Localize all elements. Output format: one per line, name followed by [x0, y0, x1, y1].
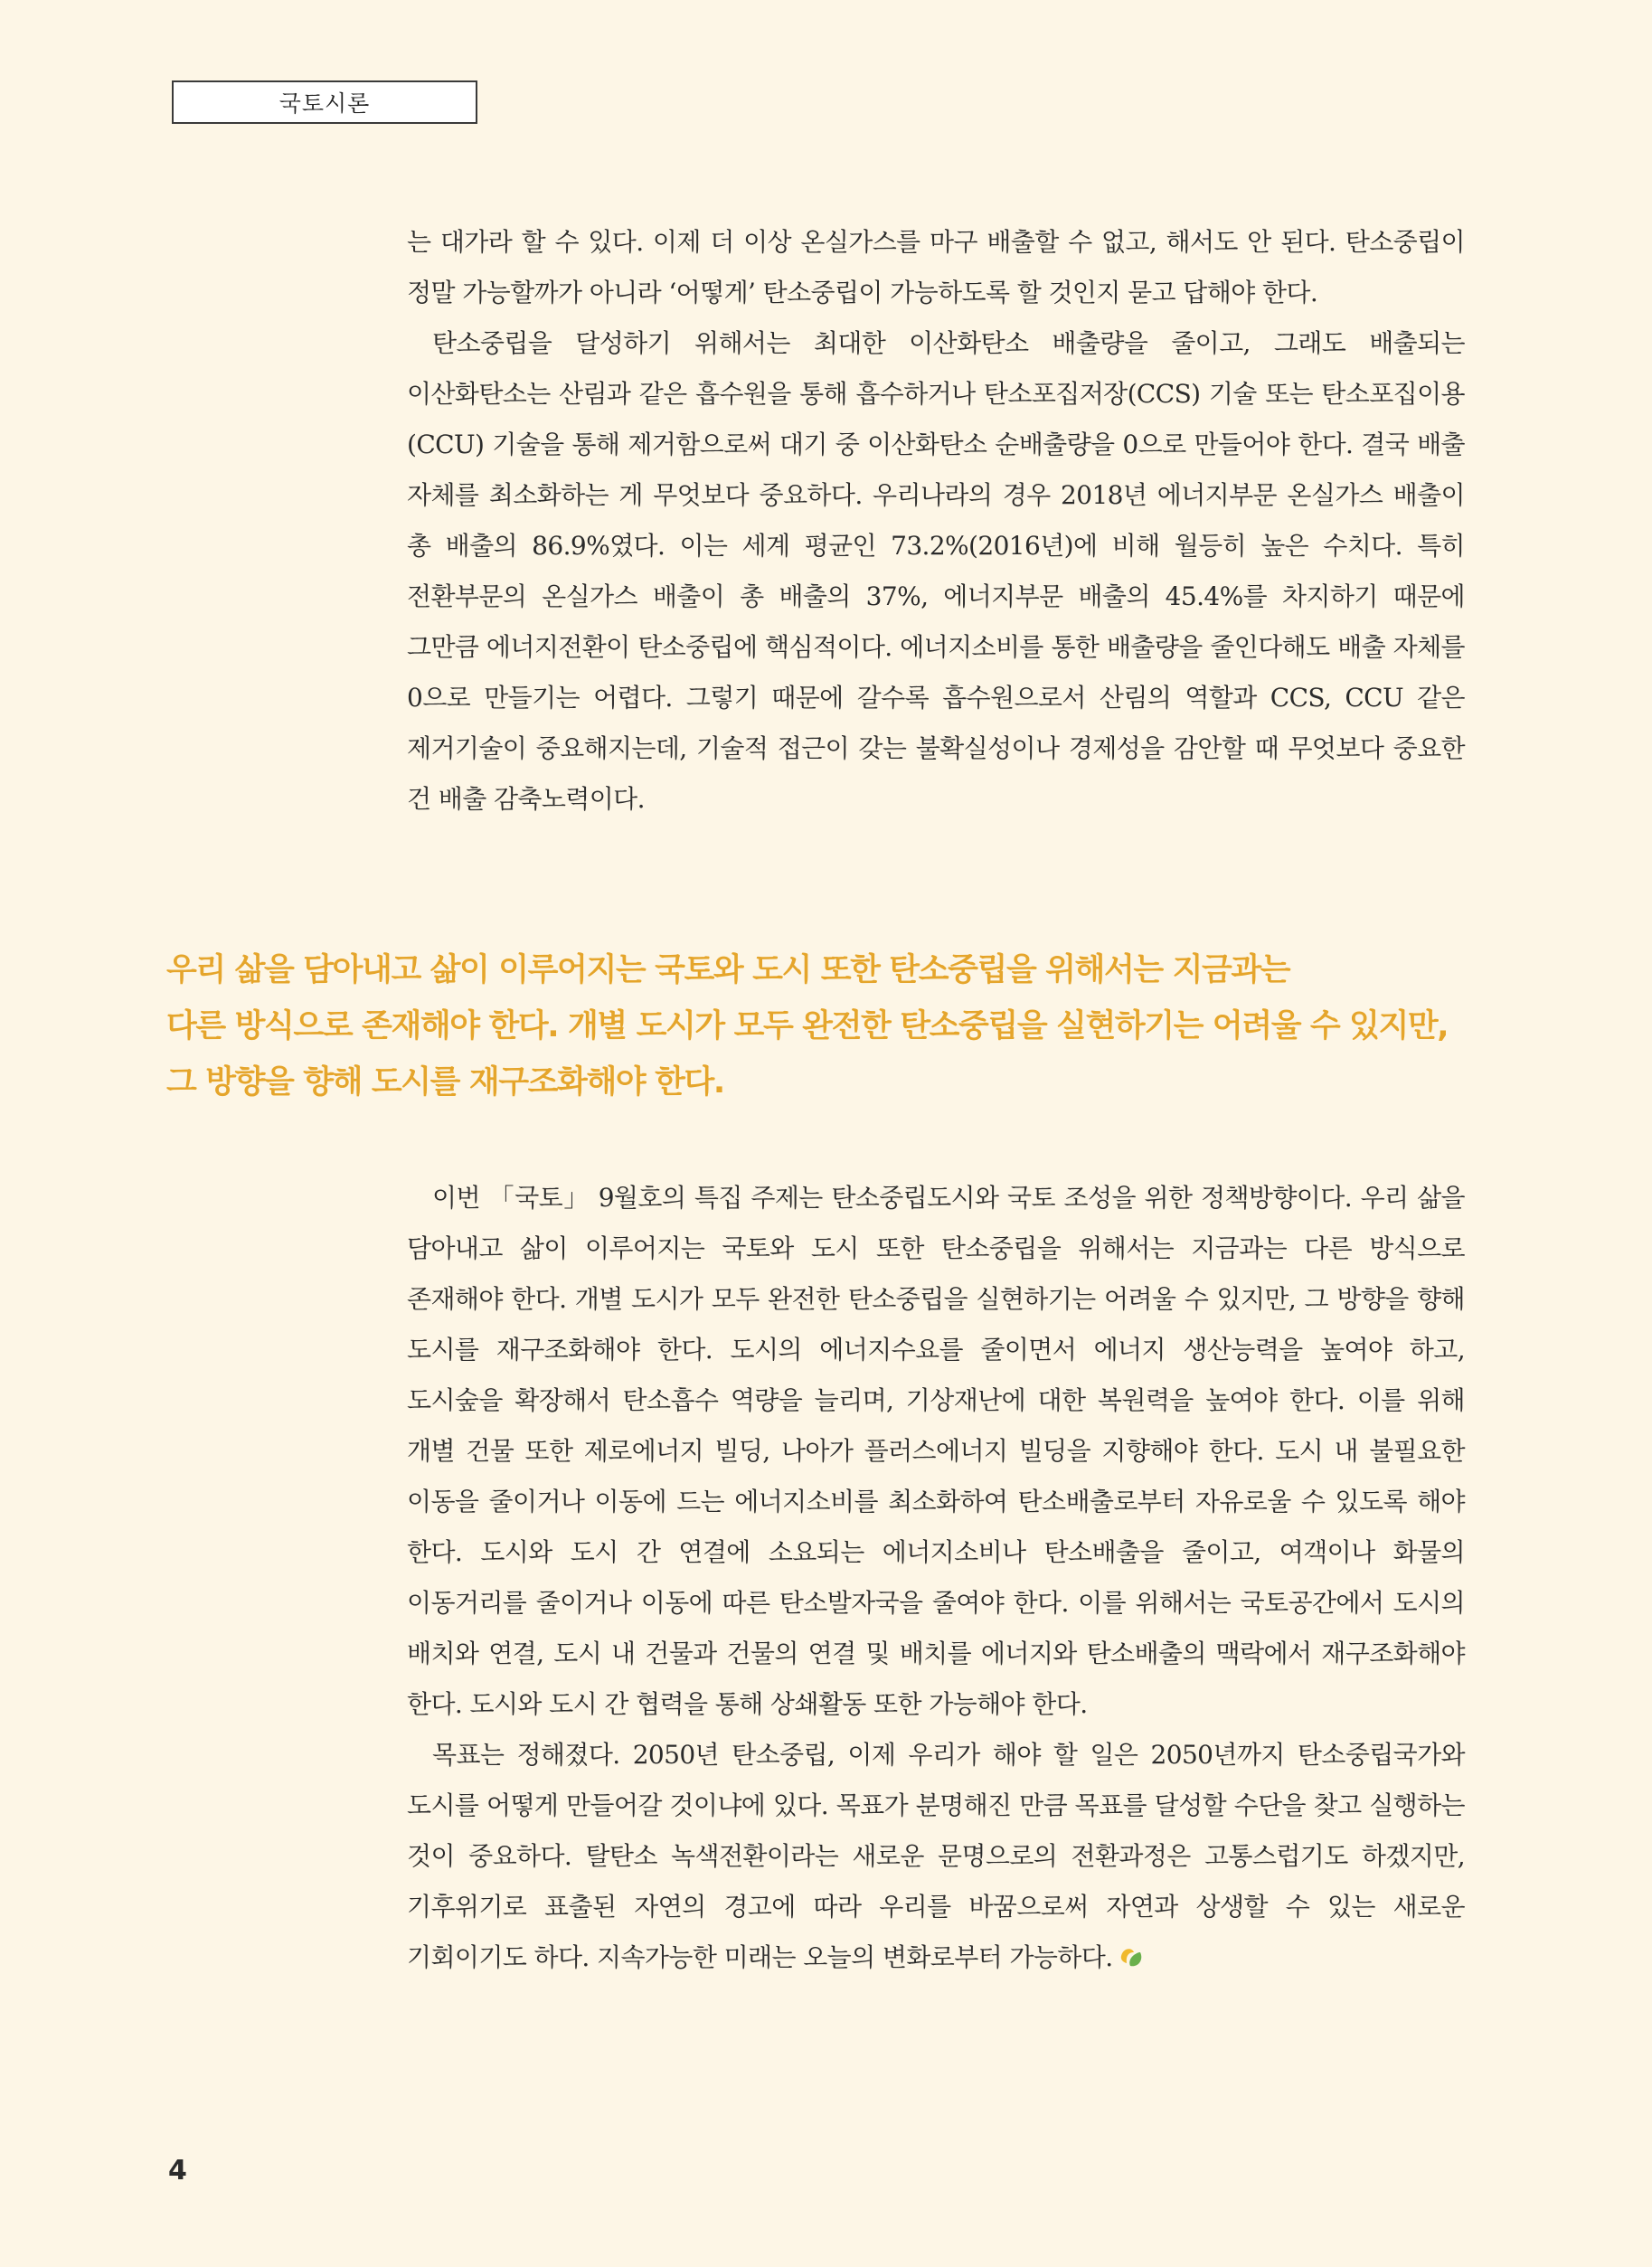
pull-quote-line: 그 방향을 향해 도시를 재구조화해야 한다.: [166, 1064, 724, 1100]
body-paragraph-last: [407, 1730, 1465, 1983]
body-paragraph: 목표는 정해졌다. 2050년 탄소중립, 이제 우리가 해야 할 일은 2050년까지 탄소중립국가와 도시를 어떻게 만들어갈 것이냐에 있다. 목표가 분명해진 만큼 목표를 달성할 수단을 찾고 실행하는 것이 중요하다. 탈탄소 녹색전환이라는 새로운 문명으로의 전환과정은 고통스럽기도 하겠지만, 기후위기로 표출된 자연의 경고에 따라 우리를 바꿈으로써 자연과 상생할 수 있는 새로운 기회이기도 하다. 지속가능한 미래는 오늘의 변화로부터 가능하다.: [407, 1740, 1465, 1972]
body-paragraph: 이번 「국토」 9월호의 특집 주제는 탄소중립도시와 국토 조성을 위한 정책방향이다. 우리 삶을 담아내고 삶이 이루어지는 국토와 도시 또한 탄소중립을 위해서는 지금과는 다른 방식으로 존재해야 한다. 개별 도시가 모두 완전한 탄소중립을 실현하기는 어려울 수 있지만, 그 방향을 향해 도시를 재구조화해야 한다. 도시의 에너지수요를 줄이면서 에너지 생산능력을 높여야 하고, 도시숲을 확장해서 탄소흡수 역량을 늘리며, 기상재난에 대한 복원력을 높여야 한다. 이를 위해 개별 건물 또한 제로에너지 빌딩, 나아가 플러스에너지 빌딩을 지향해야 한다. 도시 내 불필요한 이동을 줄이거나 이동에 드는 에너지소비를 최소화하여 탄소배출로부터 자유로울 수 있도록 해야 한다. 도시와 도시 간 연결에 소요되는 에너지소비나 탄소배출을 줄이고, 여객이나 화물의 이동거리를 줄이거나 이동에 따른 탄소발자국을 줄여야 한다. 이를 위해서는 국토공간에서 도시의 배치와 연결, 도시 내 건물과 건물의 연결 및 배치를 에너지와 탄소배출의 맥락에서 재구조화해야 한다. 도시와 도시 간 협력을 통해 상쇄활동 또한 가능해야 한다.: [407, 1183, 1465, 1719]
body-paragraph: 탄소중립을 달성하기 위해서는 최대한 이산화탄소 배출량을 줄이고, 그래도 배출되는 이산화탄소는 산림과 같은 흡수원을 통해 흡수하거나 탄소포집저장(CCS) 기술 또는 탄소포집이용(CCU) 기술을 통해 제거함으로써 대기 중 이산화탄소 순배출량을 0으로 만들어야 한다. 결국 배출 자체를 최소화하는 게 무엇보다 중요하다. 우리나라의 경우 2018년 에너지부문 온실가스 배출이 총 배출의 86.9%였다. 이는 세계 평균인 73.2%(2016년)에 비해 월등히 높은 수치다. 특히 전환부문의 온실가스 배출이 총 배출의 37%, 에너지부문 배출의 45.4%를 차지하기 때문에 그만큼 에너지전환이 탄소중립에 핵심적이다. 에너지소비를 통한 배출량을 줄인다해도 배출 자체를 0으로 만들기는 어렵다. 그렇기 때문에 갈수록 흡수원으로서 산림의 역할과 CCS, CCU 같은 제거기술이 중요해지는데, 기술적 접근이 갖는 불확실성이나 경제성을 감안할 때 무엇보다 중요한 건 배출 감축노력이다.: [407, 328, 1465, 814]
article-body-top: [407, 217, 1465, 825]
pull-quote-line: 우리 삶을 담아내고 삶이 이루어지는 국토와 도시 또한 탄소중립을 위해서는 지금과는: [166, 952, 1290, 988]
section-label: 국토시론: [172, 80, 477, 124]
page-number: 4: [168, 2155, 187, 2187]
leaf-end-mark-icon: [1119, 1944, 1144, 1969]
pull-quote: [166, 942, 1487, 1110]
article-body-bottom: [407, 1173, 1465, 1983]
pull-quote-line: 다른 방식으로 존재해야 한다. 개별 도시가 모두 완전한 탄소중립을 실현하기는 어려울 수 있지만,: [166, 1008, 1449, 1044]
body-paragraph: 는 대가라 할 수 있다. 이제 더 이상 온실가스를 마구 배출할 수 없고, 해서도 안 된다. 탄소중립이 정말 가능할까가 아니라 ‘어떻게’ 탄소중립이 가능하도록 할 것인지 묻고 답해야 한다.: [407, 227, 1465, 307]
